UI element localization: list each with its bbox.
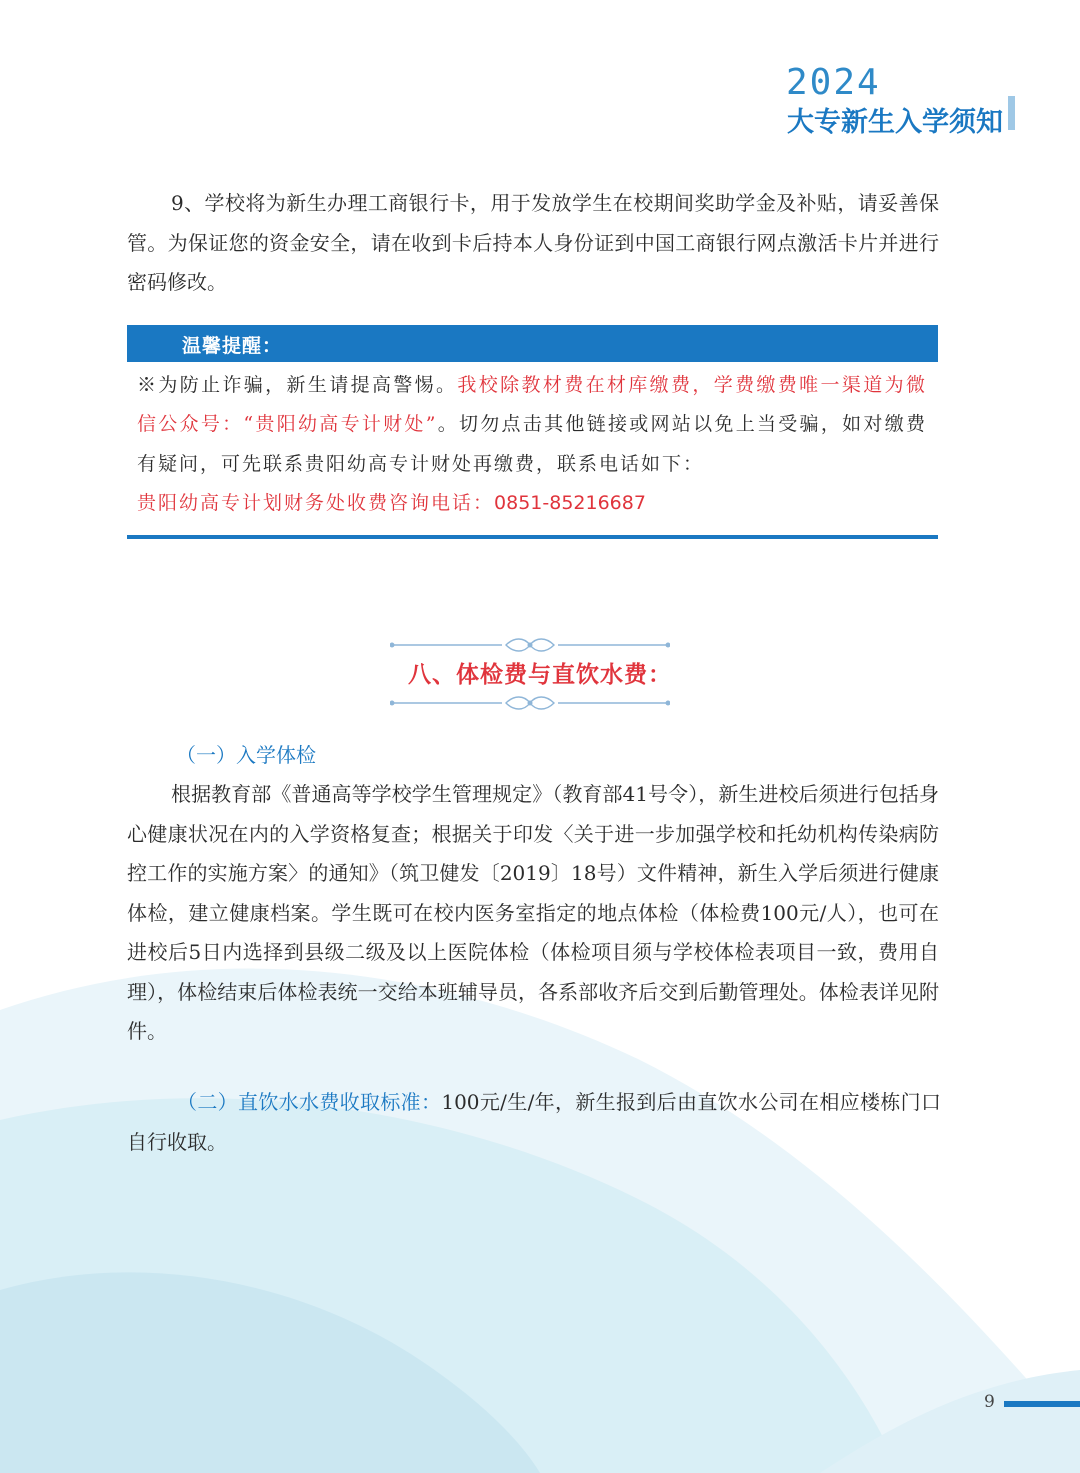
reminder-phone-number: 0851-85216687 xyxy=(494,491,646,514)
ornament-top xyxy=(390,635,670,655)
header-year: 2024 xyxy=(786,62,881,103)
water-heading: （二）直饮水水费收取标准： xyxy=(177,1090,442,1114)
reminder-body xyxy=(137,366,927,523)
exam-paragraph: 根据教育部《普通高等学校学生管理规定》（教育部41号令），新生进校后须进行包括身心健康状况在内的入学资格复查；根据关于印发〈关于进一步加强学校和托幼机构传染病防控工作的实施方案〉的通知》（筑卫健发〔2019〕18号）文件精神，新生入学后须进行健康体检，建立健康档案。学生既可在校内医务室指定的地点体检（体检费100元/人），也可在进校后5日内选择到县级二级及以上医院体检（体检项目须与学校体检表项目一致，费用自理），体检结束后体检表统一交给本班辅导员，各系部收齐后交到后勤管理处。体检表详见附件。 xyxy=(127,782,939,1043)
water-text: 100元/生/年，新生报到后由直饮水公司在相应楼栋门口自行收取。 xyxy=(127,1090,942,1154)
reminder-title: 温馨提醒： xyxy=(182,335,283,357)
water-paragraph xyxy=(127,1083,941,1162)
header-accent-bar xyxy=(1008,96,1015,130)
exam-heading: （一）入学体检 xyxy=(176,743,316,767)
reminder-phone-label: 贵阳幼高专计划财务处收费咨询电话： xyxy=(137,491,495,514)
ornament-bottom xyxy=(390,693,670,713)
reminder-rest: 。切勿点击其他链接或网站以免上当受骗，如对缴费有疑问，可先联系贵阳幼高专计财处再缴费，联系电话如下： xyxy=(137,413,927,475)
reminder-red-notice: 我校除教材费在材库缴费，学费缴费唯一渠道为微信公众号：“贵阳幼高专计财处” xyxy=(137,374,927,436)
reminder-bottom-rule xyxy=(127,535,938,539)
header-title: 大专新生入学须知 xyxy=(787,107,1003,138)
page-number-bar xyxy=(1004,1401,1080,1407)
reminder-lead: ※为防止诈骗，新生请提高警惕。 xyxy=(137,374,458,396)
item-9-paragraph: 9、学校将为新生办理工商银行卡，用于发放学生在校期间奖助学金及补贴，请妥善保管。为保证您的资金安全，请在收到卡后持本人身份证到中国工商银行网点激活卡片并进行密码修改。 xyxy=(127,191,939,294)
page-number: 9 xyxy=(984,1392,995,1412)
section-8-title: 八、体检费与直饮水费： xyxy=(408,662,672,688)
reminder-header-bar xyxy=(127,325,938,362)
